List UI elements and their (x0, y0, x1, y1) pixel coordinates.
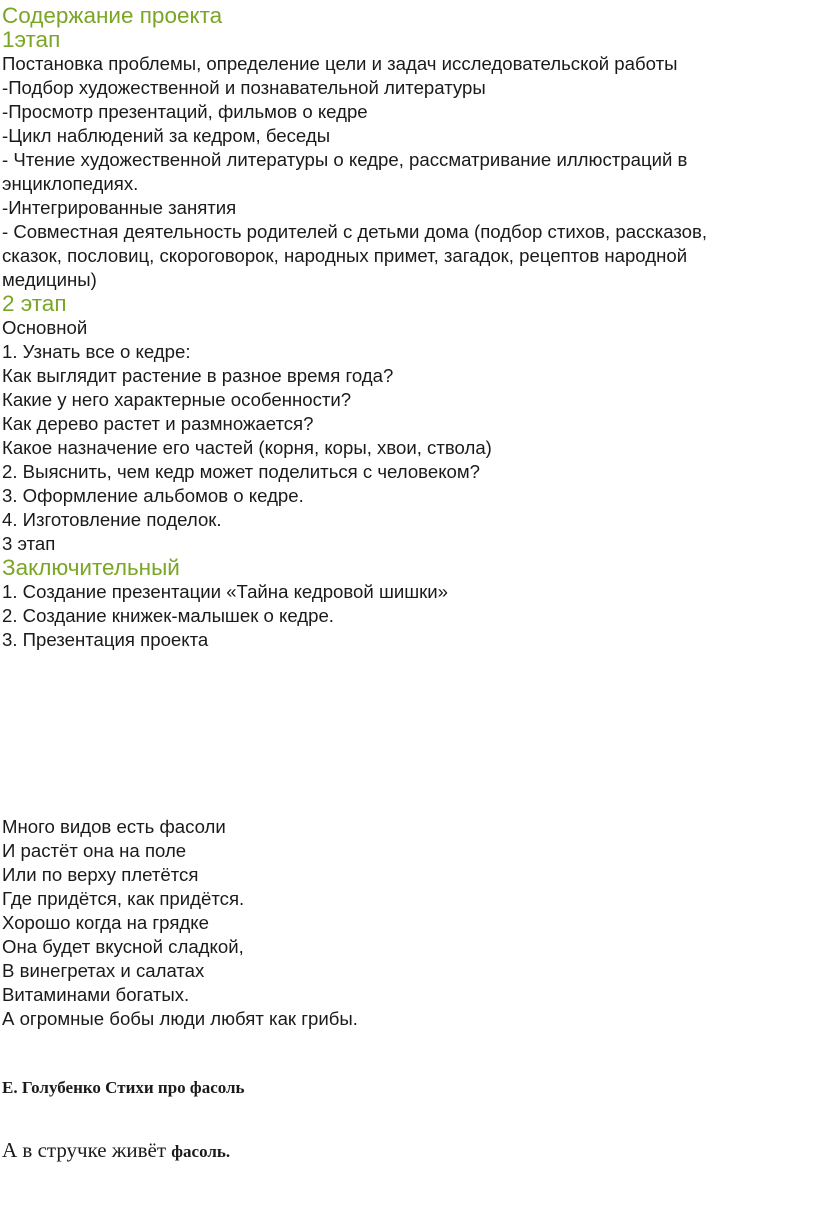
stage3-heading: Заключительный (2, 555, 180, 580)
closing-line (2, 1136, 230, 1166)
stage2-heading: 2 этап (2, 291, 67, 316)
stage2-line: 1. Узнать все о кедре: (2, 341, 191, 362)
poem-line: Много видов есть фасоли (2, 816, 226, 837)
author-line: Е. Голубенко Стихи про фасоль (2, 1078, 245, 1097)
stage3-line: 3. Презентация проекта (2, 629, 209, 650)
document-title: Содержание проекта (2, 3, 223, 28)
stage1-line: Постановка проблемы, определение цели и задач исследовательской работы (2, 53, 678, 74)
content-section (2, 4, 707, 652)
poem-author (2, 1076, 245, 1100)
closing-text (2, 1136, 230, 1166)
stage2-line: Какое назначение его частей (корня, коры, хвои, ствола) (2, 437, 492, 458)
poem-line: В винегретах и салатах (2, 960, 205, 981)
stage2-line: 4. Изготовление поделок. (2, 509, 222, 530)
poem-line: Хорошо когда на грядке (2, 912, 209, 933)
poem-line: Где придётся, как придётся. (2, 888, 245, 909)
stage2-line: Какие у него характерные особенности? (2, 389, 352, 410)
stage2-line: Основной (2, 317, 88, 338)
stage2-line: Как выглядит растение в разное время года? (2, 365, 394, 386)
poem-line: А огромные бобы люди любят как грибы. (2, 1008, 358, 1029)
stage1-line: энциклопедиях. (2, 173, 139, 194)
stage3-line: 1. Создание презентации «Тайна кедровой шишки» (2, 581, 449, 602)
stage1-line: -Цикл наблюдений за кедром, беседы (2, 125, 331, 146)
stage1-heading: 1этап (2, 27, 61, 52)
stage1-line: медицины) (2, 269, 97, 290)
stage2-line: 3. Оформление альбомов о кедре. (2, 485, 304, 506)
stage1-line: - Чтение художественной литературы о кедре, рассматривание иллюстраций в (2, 149, 688, 170)
stage3-line: 2. Создание книжек-малышек о кедре. (2, 605, 334, 626)
stage2-line: Как дерево растет и размножается? (2, 413, 314, 434)
poem-line: Витаминами богатых. (2, 984, 190, 1005)
poem-line: Или по верху плетётся (2, 864, 199, 885)
closing-text-end: фасоль. (171, 1142, 231, 1161)
poem-line: Она будет вкусной сладкой, (2, 936, 244, 957)
stage1-line: -Просмотр презентаций, фильмов о кедре (2, 101, 368, 122)
closing-text-start: А в стручке живёт (2, 1138, 172, 1162)
poem-line: И растёт она на поле (2, 840, 187, 861)
poem-section (2, 815, 358, 1031)
stage1-line: -Подбор художественной и познавательной литературы (2, 77, 486, 98)
stage2-line: 2. Выяснить, чем кедр может поделиться с человеком? (2, 461, 480, 482)
stage3-label: 3 этап (2, 533, 56, 554)
stage1-line: сказок, пословиц, скороговорок, народных примет, загадок, рецептов народной (2, 245, 688, 266)
stage1-line: -Интегрированные занятия (2, 197, 237, 218)
stage1-line: - Совместная деятельность родителей с детьми дома (подбор стихов, рассказов, (2, 221, 708, 242)
